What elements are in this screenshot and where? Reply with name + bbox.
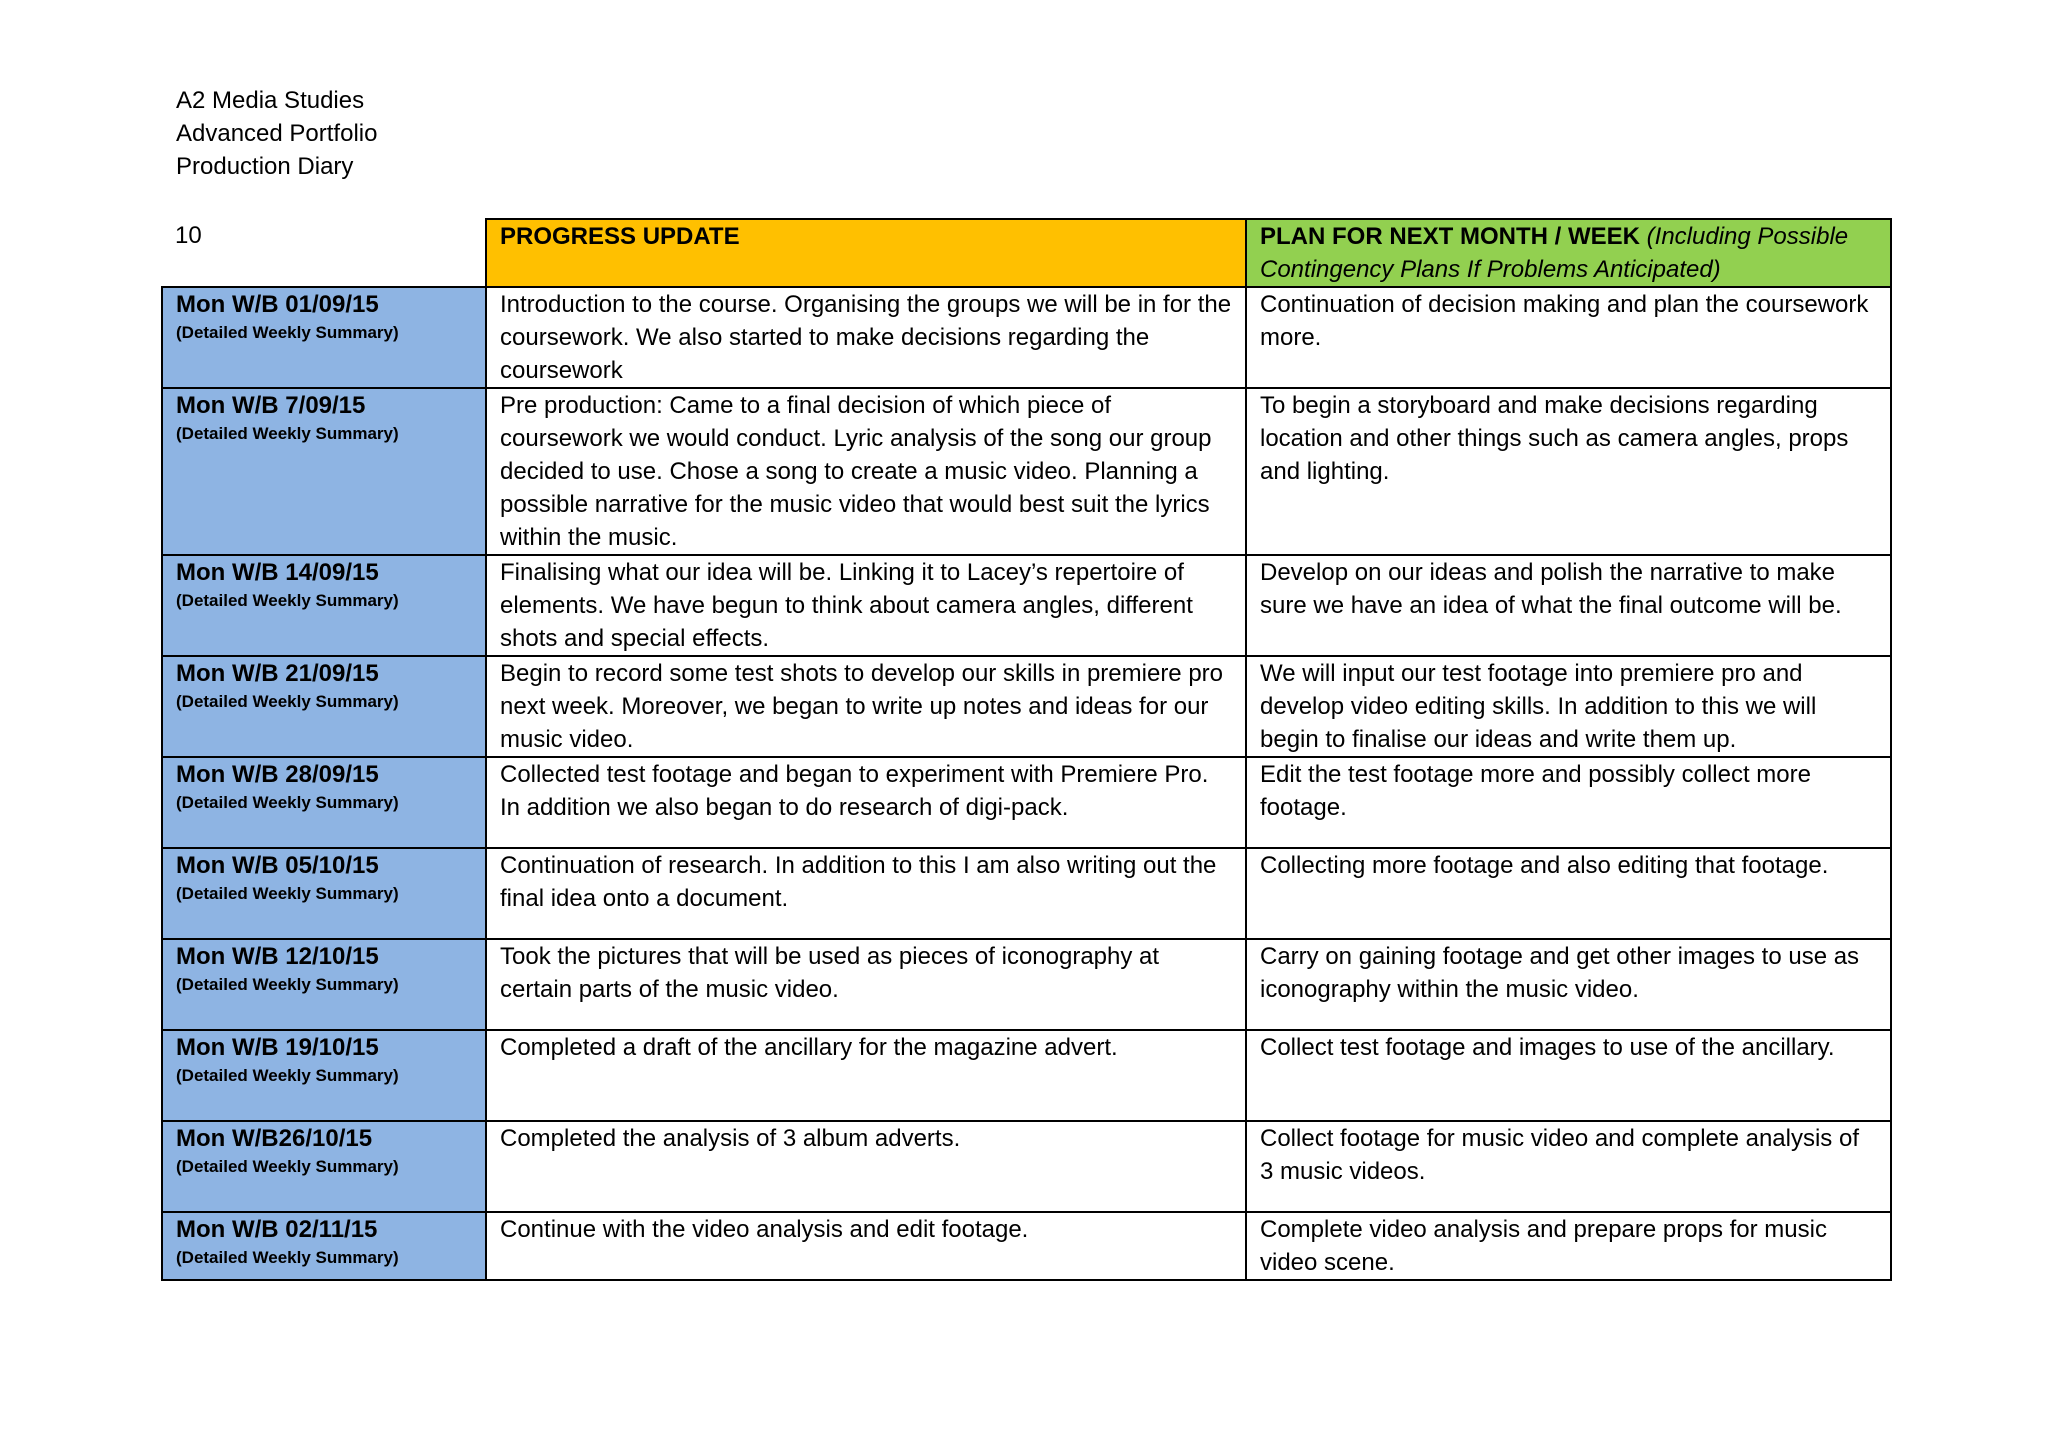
page-number: 10 xyxy=(162,219,486,287)
week-cell xyxy=(162,555,486,656)
table-row xyxy=(162,1212,1891,1280)
progress-cell: Took the pictures that will be used as pieces of iconography at certain parts of the music video. xyxy=(486,939,1246,1030)
week-label: Mon W/B 28/09/15 xyxy=(176,761,379,788)
table-row xyxy=(162,757,1891,848)
progress-cell: Completed a draft of the ancillary for the magazine advert. xyxy=(486,1030,1246,1121)
week-label: Mon W/B 05/10/15 xyxy=(176,852,379,879)
progress-cell: Collected test footage and began to experiment with Premiere Pro. In addition we also began to do research of digi-pack. xyxy=(486,757,1246,848)
week-cell xyxy=(162,939,486,1030)
plan-cell: Edit the test footage more and possibly collect more footage. xyxy=(1246,757,1891,848)
weekly-summary-label: (Detailed Weekly Summary) xyxy=(176,323,399,342)
progress-cell: Continuation of research. In addition to this I am also writing out the final idea onto a document. xyxy=(486,848,1246,939)
plan-cell: To begin a storyboard and make decisions regarding location and other things such as camera angles, props and lighting. xyxy=(1246,388,1891,555)
week-cell xyxy=(162,656,486,757)
table-header-row xyxy=(162,219,1891,287)
week-label: Mon W/B 21/09/15 xyxy=(176,660,379,687)
week-cell xyxy=(162,848,486,939)
table-row xyxy=(162,388,1891,555)
week-label: Mon W/B26/10/15 xyxy=(176,1125,373,1152)
week-label: Mon W/B 01/09/15 xyxy=(176,291,379,318)
table-row xyxy=(162,555,1891,656)
week-label: Mon W/B 12/10/15 xyxy=(176,943,379,970)
plan-heading xyxy=(1246,219,1891,287)
progress-cell: Finalising what our idea will be. Linking it to Lacey’s repertoire of elements. We have begun to think about camera angles, different shots and special effects. xyxy=(486,555,1246,656)
plan-cell: Carry on gaining footage and get other images to use as iconography within the music video. xyxy=(1246,939,1891,1030)
table-row xyxy=(162,939,1891,1030)
table-row xyxy=(162,1030,1891,1121)
plan-cell: Collecting more footage and also editing that footage. xyxy=(1246,848,1891,939)
week-label: Mon W/B 19/10/15 xyxy=(176,1034,379,1061)
progress-cell: Completed the analysis of 3 album adverts. xyxy=(486,1121,1246,1212)
plan-cell: Collect footage for music video and complete analysis of 3 music videos. xyxy=(1246,1121,1891,1212)
document-header xyxy=(176,84,377,183)
weekly-summary-label: (Detailed Weekly Summary) xyxy=(176,975,399,994)
portfolio-title: Advanced Portfolio xyxy=(176,120,378,147)
weekly-summary-label: (Detailed Weekly Summary) xyxy=(176,1157,399,1176)
weekly-summary-label: (Detailed Weekly Summary) xyxy=(176,1248,399,1267)
plan-cell: Complete video analysis and prepare props for music video scene. xyxy=(1246,1212,1891,1280)
plan-heading-label: PLAN FOR NEXT MONTH / WEEK xyxy=(1260,223,1640,250)
week-cell xyxy=(162,287,486,388)
week-cell xyxy=(162,1030,486,1121)
weekly-summary-label: (Detailed Weekly Summary) xyxy=(176,692,399,711)
table-row xyxy=(162,1121,1891,1212)
table-row xyxy=(162,287,1891,388)
production-diary-table xyxy=(161,218,1892,1281)
week-cell xyxy=(162,1212,486,1280)
table-row xyxy=(162,656,1891,757)
table-row xyxy=(162,848,1891,939)
weekly-summary-label: (Detailed Weekly Summary) xyxy=(176,793,399,812)
week-cell xyxy=(162,757,486,848)
progress-cell: Introduction to the course. Organising the groups we will be in for the coursework. We also started to make decisions regarding the coursework xyxy=(486,287,1246,388)
diary-title: Production Diary xyxy=(176,153,354,180)
plan-cell: Continuation of decision making and plan the coursework more. xyxy=(1246,287,1891,388)
weekly-summary-label: (Detailed Weekly Summary) xyxy=(176,884,399,903)
progress-cell: Continue with the video analysis and edit footage. xyxy=(486,1212,1246,1280)
week-cell xyxy=(162,388,486,555)
week-label: Mon W/B 14/09/15 xyxy=(176,559,379,586)
weekly-summary-label: (Detailed Weekly Summary) xyxy=(176,591,399,610)
plan-cell: Develop on our ideas and polish the narrative to make sure we have an idea of what the final outcome will be. xyxy=(1246,555,1891,656)
plan-cell: Collect test footage and images to use of the ancillary. xyxy=(1246,1030,1891,1121)
week-label: Mon W/B 02/11/15 xyxy=(176,1216,378,1243)
weekly-summary-label: (Detailed Weekly Summary) xyxy=(176,424,399,443)
progress-cell: Begin to record some test shots to develop our skills in premiere pro next week. Moreover, we began to write up notes and ideas for our music video. xyxy=(486,656,1246,757)
progress-update-heading: PROGRESS UPDATE xyxy=(486,219,1246,287)
plan-cell: We will input our test footage into premiere pro and develop video editing skills. In addition to this we will begin to finalise our ideas and write them up. xyxy=(1246,656,1891,757)
course-title: A2 Media Studies xyxy=(176,87,365,114)
progress-cell: Pre production: Came to a final decision of which piece of coursework we would conduct. Lyric analysis of the song our group decided to use. Chose a song to create a music video. Planning a possible narrative for the music video that would best suit the lyrics within the music. xyxy=(486,388,1246,555)
week-cell xyxy=(162,1121,486,1212)
week-label: Mon W/B 7/09/15 xyxy=(176,392,366,419)
weekly-summary-label: (Detailed Weekly Summary) xyxy=(176,1066,399,1085)
plan-heading-note: (Including Possible Contingency Plans If Problems Anticipated) xyxy=(1260,223,1849,283)
